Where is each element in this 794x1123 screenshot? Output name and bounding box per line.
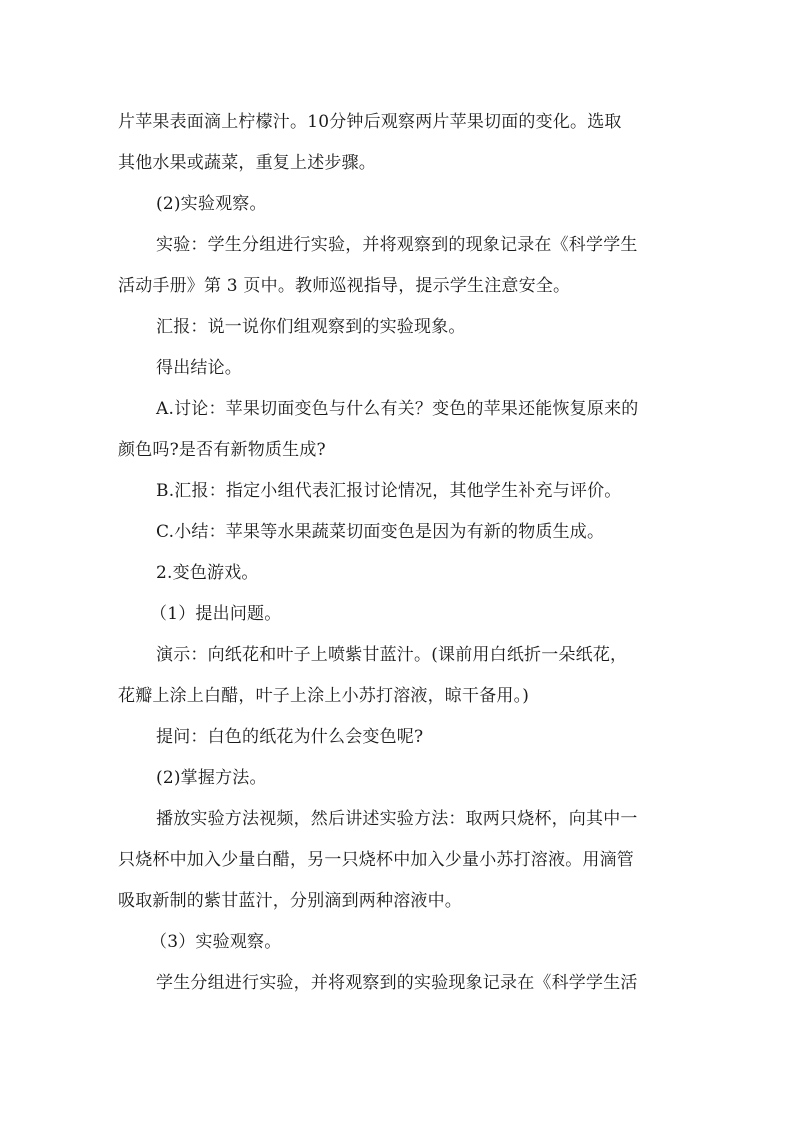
text-line: C.小结：苹果等水果蔬菜切面变色是因为有新的物质生成。 xyxy=(156,522,605,542)
text-line: (2)实验观察。 xyxy=(156,194,267,214)
text-line: 实验：学生分组进行实验，并将观察到的现象记录在《科学学生 xyxy=(156,235,638,255)
text-line: 汇报：说一说你们组观察到的实验现象。 xyxy=(156,317,466,337)
text-line: 其他水果或蔬菜，重复上述步骤。 xyxy=(118,153,376,173)
text-line: 只烧杯中加入少量白醋，另一只烧杯中加入少量小苏打溶液。用滴管 xyxy=(118,850,634,870)
text-line: 片苹果表面滴上柠檬汁。10分钟后观察两片苹果切面的变化。选取 xyxy=(118,112,622,132)
text-line: B.汇报：指定小组代表汇报讨论情况，其他学生补充与评价。 xyxy=(156,481,622,501)
text-line: 花瓣上涂上白醋，叶子上涂上小苏打溶液，晾干备用。) xyxy=(118,686,530,706)
text-line: 得出结论。 xyxy=(156,358,242,378)
text-line: （1）提出问题。 xyxy=(150,604,282,624)
text-line: 活动手册》第 3 页中。教师巡视指导，提示学生注意安全。 xyxy=(118,276,571,296)
text-line: 吸取新制的紫甘蓝汁，分别滴到两种溶液中。 xyxy=(118,891,462,911)
text-line: 演示：向纸花和叶子上喷紫甘蓝汁。(课前用白纸折一朵纸花， xyxy=(156,645,628,665)
text-line: 播放实验方法视频，然后讲述实验方法：取两只烧杯，向其中一 xyxy=(156,809,638,829)
text-line: A.讨论：苹果切面变色与什么有关？变色的苹果还能恢复原来的 xyxy=(156,399,639,419)
text-line: （3）实验观察。 xyxy=(150,932,282,952)
text-line: 颜色吗?是否有新物质生成? xyxy=(118,440,326,460)
text-line: (2)掌握方法。 xyxy=(156,768,267,788)
text-line: 2.变色游戏。 xyxy=(156,563,259,583)
document-body xyxy=(118,102,678,1004)
text-line: 学生分组进行实验，并将观察到的实验现象记录在《科学学生活 xyxy=(156,973,638,993)
text-line: 提问：白色的纸花为什么会变色呢? xyxy=(156,727,424,747)
